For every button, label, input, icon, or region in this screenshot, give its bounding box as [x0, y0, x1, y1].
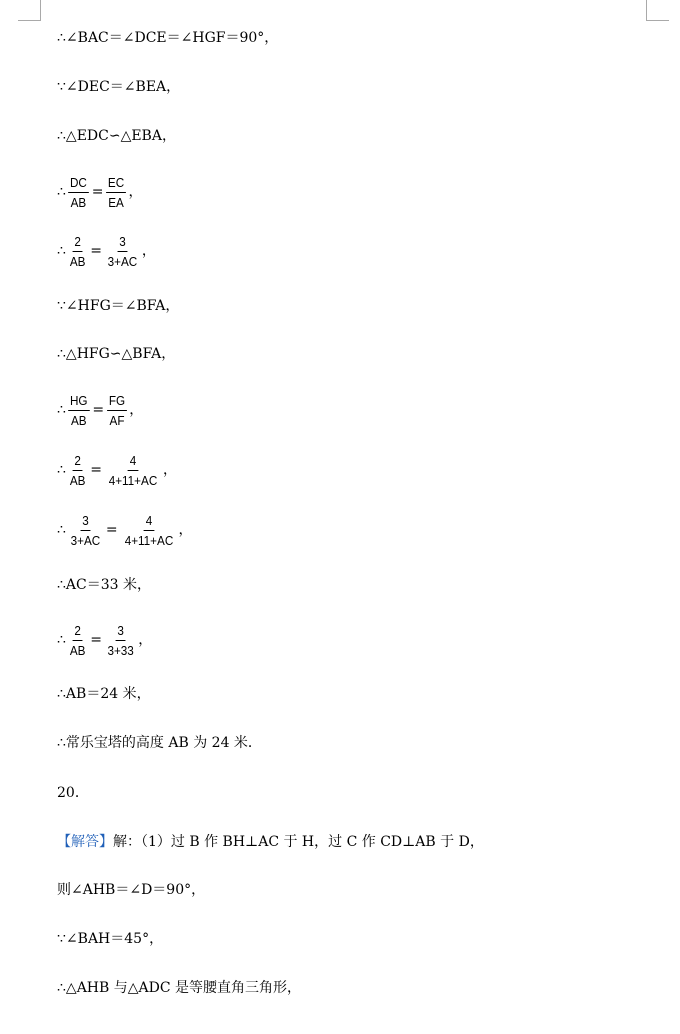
numerator: 3 — [80, 512, 90, 531]
because-symbol: ∵ — [57, 298, 66, 314]
therefore-symbol: ∴ — [57, 184, 66, 200]
fraction-left — [69, 512, 102, 549]
punctuation: ， — [138, 632, 153, 648]
solution-line — [57, 929, 163, 949]
fraction-right — [106, 233, 139, 270]
answer-heading-line — [57, 832, 484, 852]
denominator: AB — [70, 412, 87, 428]
because-symbol: ∵ — [57, 931, 66, 947]
page-corner-mark-right — [646, 0, 669, 21]
equals-sign: = — [91, 184, 104, 200]
therefore-symbol: ∴ — [57, 632, 66, 648]
punctuation: ， — [129, 402, 144, 418]
denominator: 3+AC — [107, 253, 138, 269]
ratio-equation — [57, 448, 177, 492]
numerator: 3 — [116, 622, 126, 641]
line-text: △EDC∽△EBA， — [65, 128, 176, 144]
numerator: HG — [68, 392, 89, 411]
solution-line — [57, 344, 175, 364]
solution-line — [57, 978, 301, 998]
line-text: 常乐宝塔的高度 AB 为 24 米． — [65, 735, 262, 751]
numerator: 2 — [73, 452, 83, 471]
punctuation: ， — [178, 522, 193, 538]
line-text: ∠BAH＝45°， — [65, 931, 164, 947]
denominator: AF — [109, 412, 125, 428]
line-text: ∠HFG＝∠BFA， — [65, 298, 180, 314]
punctuation: ， — [128, 184, 143, 200]
numerator: 2 — [73, 622, 83, 641]
fraction-left — [68, 392, 89, 429]
numerator: DC — [68, 174, 89, 193]
denominator: 3+AC — [70, 532, 101, 548]
therefore-symbol: ∴ — [57, 735, 66, 751]
fraction-left — [68, 452, 87, 489]
solution-line — [57, 28, 278, 48]
page-corner-mark-left — [18, 0, 41, 21]
therefore-symbol: ∴ — [57, 686, 66, 702]
line-text: AC＝33 米， — [65, 577, 152, 593]
equals-sign: = — [90, 462, 102, 478]
numerator: 2 — [73, 233, 83, 252]
numerator: 4 — [128, 452, 138, 471]
solution-line — [57, 77, 180, 97]
line-text: △AHB 与△ADC 是等腰直角三角形， — [65, 980, 302, 996]
denominator: 4+11+AC — [124, 532, 173, 548]
denominator: EA — [108, 194, 125, 210]
therefore-symbol: ∴ — [57, 402, 66, 418]
fraction-right — [106, 622, 136, 659]
solution-line — [57, 575, 151, 595]
therefore-symbol: ∴ — [57, 980, 66, 996]
line-text: 解：（1）过 B 作 BH⊥AC 于 H，过 C 作 CD⊥AB 于 D， — [113, 834, 484, 850]
denominator: AB — [70, 194, 87, 210]
ratio-equation — [57, 618, 152, 662]
line-text: 20． — [57, 785, 89, 801]
equals-sign: = — [92, 402, 105, 418]
conclusion-line — [57, 733, 262, 753]
line-text: 则∠AHB＝∠D＝90°， — [57, 882, 206, 898]
line-text: △HFG∽△BFA， — [65, 346, 176, 362]
ratio-equation — [57, 170, 143, 214]
punctuation: ， — [141, 243, 156, 259]
line-text: ∠BAC＝∠DCE＝∠HGF＝90°， — [65, 30, 279, 46]
therefore-symbol: ∴ — [57, 243, 66, 259]
equals-sign: = — [90, 632, 102, 648]
line-text: ∠DEC＝∠BEA， — [65, 79, 181, 95]
therefore-symbol: ∴ — [57, 30, 66, 46]
solution-line — [57, 296, 179, 316]
denominator: AB — [69, 472, 86, 488]
fraction-right — [107, 452, 159, 489]
therefore-symbol: ∴ — [57, 128, 66, 144]
ratio-equation — [57, 388, 143, 432]
therefore-symbol: ∴ — [57, 462, 66, 478]
numerator: 3 — [117, 233, 127, 252]
therefore-symbol: ∴ — [57, 522, 66, 538]
answer-tag: 【解答】 — [57, 834, 113, 850]
line-text: AB＝24 米， — [65, 686, 151, 702]
numerator: EC — [107, 174, 127, 193]
solution-line — [57, 880, 205, 900]
question-number — [57, 783, 89, 803]
denominator: 3+33 — [107, 642, 134, 658]
equals-sign: = — [90, 243, 102, 259]
fraction-right — [122, 512, 174, 549]
ratio-equation — [57, 229, 156, 273]
denominator: 4+11+AC — [108, 472, 158, 488]
fraction-left — [68, 233, 87, 270]
fraction-left — [68, 174, 89, 211]
solution-line — [57, 684, 151, 704]
numerator: FG — [107, 392, 127, 411]
denominator: AB — [69, 642, 86, 658]
therefore-symbol: ∴ — [57, 577, 66, 593]
therefore-symbol: ∴ — [57, 346, 66, 362]
fraction-right — [107, 174, 127, 211]
denominator: AB — [69, 253, 86, 269]
because-symbol: ∵ — [57, 79, 66, 95]
punctuation: ， — [162, 462, 177, 478]
fraction-left — [68, 622, 87, 659]
numerator: 4 — [143, 512, 153, 531]
equals-sign: = — [105, 522, 118, 538]
ratio-equation — [57, 508, 193, 552]
solution-line — [57, 126, 176, 146]
fraction-right — [107, 392, 127, 429]
